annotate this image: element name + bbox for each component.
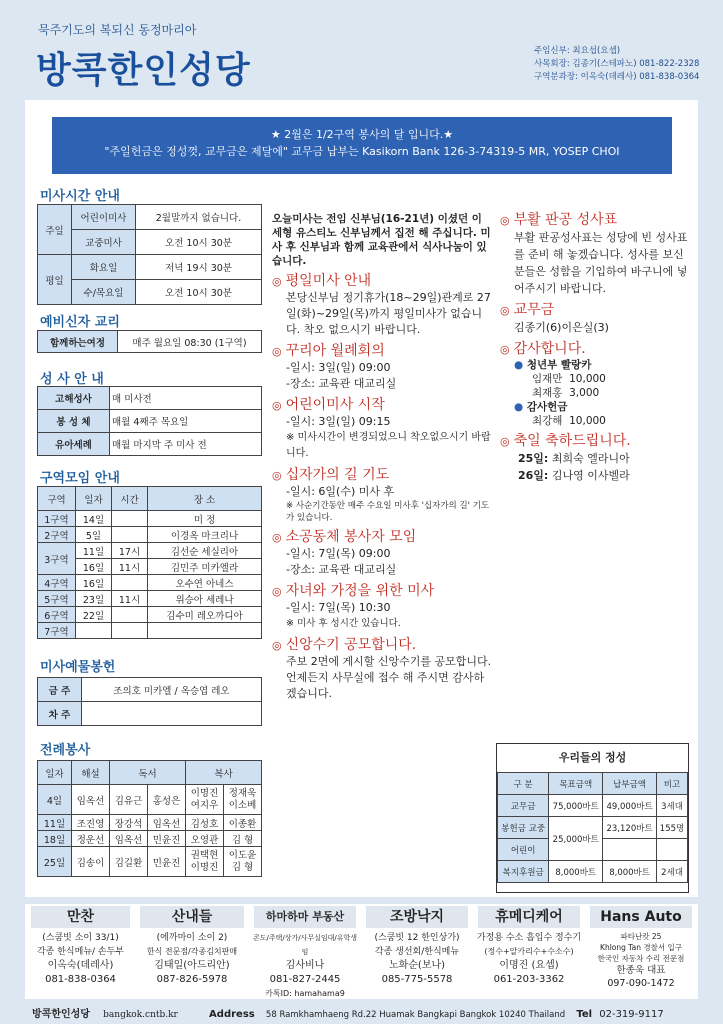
district-header: 일자: [76, 487, 112, 511]
mass-group: 평일: [38, 255, 72, 305]
district-cell: [148, 623, 262, 639]
birthday-name: 김나영 이사벨라: [551, 469, 630, 482]
ad-name: 휴메디케어: [478, 906, 580, 928]
liturgy-cell: 민윤진: [148, 831, 186, 847]
sacrament-name: 봉 성 체: [38, 410, 110, 433]
notice-item: [272, 343, 492, 392]
district-cell: [112, 575, 148, 591]
district-cell: 미 정: [148, 511, 262, 527]
offering-cell: 25,000바트: [549, 817, 603, 861]
ad-line: (정수+알카리수+수소수): [484, 947, 574, 956]
notice-title: 꾸리아 월례회의: [285, 343, 385, 359]
liturgy-cell: 김길환: [110, 847, 148, 877]
sacrament-value: 매월 4째주 목요일: [110, 410, 262, 433]
catechism-title: 예비신자 교리: [40, 315, 120, 330]
district-cell: 김수미 레오까디아: [148, 607, 262, 623]
notice-title: 십자가의 길 기도: [285, 467, 390, 483]
liturgy-cell: 민윤진: [148, 847, 186, 877]
catechism-table: [37, 330, 262, 353]
ad-line: 노화순(보나): [388, 960, 446, 971]
notice-line: -일시: 3일(일) 09:15: [286, 415, 391, 428]
notice-heading: [500, 212, 695, 229]
liturgy-cell: 이도윤 김 형: [224, 847, 262, 877]
notice-line: 주보 2면에 게시할 신앙수기를 공모합니다. 언제든지 사무실에 접수 해 주시면 감사하겠습니다.: [286, 655, 492, 700]
footer-address-label: Address: [209, 1009, 255, 1020]
notice-heading: [272, 343, 492, 360]
liturgy-cell: 정재욱 이소베: [224, 785, 262, 815]
staff-line: 사목회장: 김종기(스테파노) 081-822-2328: [534, 59, 700, 69]
offering-cell: 23,120바트: [603, 817, 657, 839]
notice-title: 어린이미사 시작: [285, 397, 385, 413]
parish-title: 방콕한인성당: [36, 50, 251, 91]
liturgy-cell: 김유근: [110, 785, 148, 815]
liturgy-header: 일자: [38, 761, 72, 785]
liturgy-cell: 25일: [38, 847, 72, 877]
notice-line: -일시: 7일(목) 10:30: [286, 601, 391, 614]
notice-heading: [272, 273, 492, 290]
banner-line: "주일헌금은 정성껏, 교무금은 제달에" 교무금 납부는 Kasikorn Bank 126-3-74319-5 MR, YOSEP CHOI: [104, 145, 620, 158]
ad-line: 콘도/주택/상가/사무실임대/유학생임: [252, 934, 358, 956]
offering-title: 우리들의 정성: [558, 751, 627, 764]
notice-line: -일시: 7일(목) 09:00: [286, 547, 391, 560]
district-header: 장 소: [148, 487, 262, 511]
liturgy-cell: 장강석: [110, 815, 148, 831]
district-cell: [112, 607, 148, 623]
motto: 묵주기도의 복되신 동정마리아: [38, 23, 197, 37]
mass-time: 2월말까지 없습니다.: [136, 205, 262, 230]
ad-line: 081-838-0364: [45, 974, 116, 985]
offering-header: 구 분: [498, 773, 549, 795]
notice-title: 자녀와 가정을 위한 미사: [285, 583, 435, 599]
birthday-line: [500, 450, 695, 467]
ad-line: 김사비나: [285, 960, 325, 971]
notice-heading: [272, 529, 492, 546]
ad-line: 이옥숙(데레사): [47, 960, 114, 971]
staff-list: [534, 45, 699, 84]
thanks-group: [514, 400, 695, 414]
bullet-icon: ◎: [500, 343, 510, 356]
district-cell: [76, 623, 112, 639]
offering-cell: 8,000바트: [603, 861, 657, 883]
district-cell: 23일: [76, 591, 112, 607]
footer-parish: 방콕한인성당: [32, 1009, 90, 1020]
gifts-value: [82, 702, 262, 726]
gifts-name: 차 주: [38, 702, 82, 726]
district-cell: 2구역: [38, 527, 76, 543]
notice-heading: [272, 637, 492, 654]
sacrament-title: 성 사 안 내: [40, 372, 104, 387]
bullet-icon: ◎: [272, 585, 282, 598]
liturgy-header: 독서: [110, 761, 186, 785]
offering-cell: [657, 839, 688, 861]
notice-heading: [500, 341, 695, 358]
notice-item: [272, 637, 492, 702]
mass-group: 주일: [38, 205, 72, 255]
footer-bar: [0, 1006, 723, 1024]
ad-hamahama: [250, 904, 360, 1000]
sacrament-value: 매 미사전: [110, 387, 262, 410]
district-cell: 11시: [112, 559, 148, 575]
thanks-amount: 10,000: [569, 373, 606, 385]
offering-table: [497, 772, 688, 883]
ad-hans-auto: [586, 904, 696, 1000]
bullet-icon: ◎: [500, 435, 510, 448]
thanks-amount: 3,000: [569, 387, 600, 399]
district-cell: 5일: [76, 527, 112, 543]
notice-line: 김종기(6)이은실(3): [514, 321, 609, 334]
thanks-name: 최재홍: [532, 387, 563, 399]
liturgy-cell: 4일: [38, 785, 72, 815]
notice-heading: [272, 583, 492, 600]
ad-humedicare: [474, 904, 584, 1000]
sacrament-name: 유아세례: [38, 433, 110, 456]
district-title: 구역모임 안내: [40, 471, 120, 486]
district-cell: 5구역: [38, 591, 76, 607]
notice-title: 신앙수기 공모합니다.: [285, 637, 417, 653]
liturgy-cell: 이종환: [224, 815, 262, 831]
bullet-icon: ◎: [272, 531, 282, 544]
thanks-group: [514, 358, 695, 372]
thanks-group-label: 청년부 빨랑카: [526, 359, 592, 371]
offering-cell: 155명: [657, 817, 688, 839]
liturgy-cell: 김성호: [186, 815, 224, 831]
liturgy-title: 전례봉사: [40, 743, 91, 758]
mass-time: 오전 10시 30분: [136, 280, 262, 305]
liturgy-cell: 김 형: [224, 831, 262, 847]
liturgy-cell: 김송이: [72, 847, 110, 877]
notice-title: 부활 판공 성사표: [513, 212, 618, 228]
liturgy-cell: 임옥선: [110, 831, 148, 847]
offering-header: 비고: [657, 773, 688, 795]
ad-line: 097-090-1472: [607, 978, 675, 989]
staff-line: 구역분과장: 이옥숙(데레사) 081-838-0364: [534, 72, 700, 82]
district-cell: 6구역: [38, 607, 76, 623]
liturgy-header: 복사: [186, 761, 262, 785]
dot-icon: ●: [514, 359, 524, 371]
ad-line: 가정용 수소 흡입수 정수기: [476, 933, 582, 943]
notice-line: -장소: 교육관 대교리실: [286, 377, 397, 390]
staff-line: 주임신부: 최요섭(요셉): [534, 46, 621, 56]
mass-time: 오전 10시 30분: [136, 230, 262, 255]
ad-line: 한국인 자동차 수리 전문점: [597, 954, 685, 963]
mass-name: 교중미사: [72, 230, 136, 255]
ad-name: 하마하마 부동산: [254, 906, 356, 928]
notice-line: ※ 미사시간이 변경되었으니 착오없으시기 바랍니다.: [286, 432, 491, 459]
notice-line: -장소: 교육관 대교리실: [286, 563, 397, 576]
ad-name: 만찬: [31, 906, 130, 928]
bullet-icon: ◎: [500, 214, 510, 227]
ad-manchan: [27, 904, 134, 1000]
ad-line: 081-827-2445: [269, 974, 341, 985]
ad-line: (에까마이 소이 2): [156, 933, 228, 943]
sacrament-value: 매월 마지막 주 미사 전: [110, 433, 262, 456]
district-cell: 11시: [112, 591, 148, 607]
liturgy-cell: 18일: [38, 831, 72, 847]
ad-line: 061-203-3362: [493, 974, 565, 985]
ad-name: 산내들: [140, 906, 244, 928]
offering-header: 목표금액: [549, 773, 603, 795]
catechism-label: 함께하는여정: [38, 331, 118, 353]
notice-intro: 오늘미사는 전임 신부님(16-21년) 이셨던 이세형 유스티노 신부님께서 집전 해 주십니다. 미사 후 신부님과 함께 교육관에서 식사나눔이 있습니다.: [272, 213, 491, 267]
mass-name: 수/목요일: [72, 280, 136, 305]
ad-line: 087-826-5978: [156, 974, 228, 985]
footer-tel-label: Tel: [576, 1009, 593, 1020]
ad-line: 김태일(아드리안): [154, 960, 230, 971]
ad-line: 이명진 (요셉): [499, 960, 559, 971]
district-table: [37, 486, 262, 639]
liturgy-cell: 오영관: [186, 831, 224, 847]
district-cell: 16일: [76, 559, 112, 575]
birthday-day: 25일:: [518, 452, 549, 465]
offering-cell: 2세대: [657, 861, 688, 883]
sacrament-table: [37, 386, 262, 456]
notice-title: 축일 축하드립니다.: [513, 433, 631, 449]
district-cell: 11일: [76, 543, 112, 559]
offering-cell: 복지후원금: [498, 861, 549, 883]
offering-cell: [498, 817, 549, 839]
bullet-icon: ◎: [272, 345, 282, 358]
notice-item: [272, 583, 492, 632]
notice-line: 부활 판공성사표는 성당에 빈 성사표를 준비 해 놓겠습니다. 성사를 보신 분들은 성함을 기입하여 바구니에 넣어주시기 바랍니다.: [514, 231, 688, 295]
notice-item: [272, 467, 492, 524]
notice-item: [500, 341, 695, 428]
ad-name: 조방낙지: [366, 906, 468, 928]
bullet-icon: ◎: [272, 639, 282, 652]
gifts-table: [37, 677, 262, 726]
liturgy-cell: 권택현 이명진: [186, 847, 224, 877]
catechism-value: 매주 월요일 08:30 (1구역): [118, 331, 262, 353]
offering-cell: [603, 839, 657, 861]
ad-line: Khlong Tan 경찰서 입구: [600, 943, 682, 952]
offering-cell: 3세대: [657, 795, 688, 817]
offering-cell: 어린이: [498, 839, 549, 861]
mass-name: 화요일: [72, 255, 136, 280]
bullet-icon: ◎: [272, 275, 282, 288]
header: [0, 0, 723, 100]
ad-line: 파타난캇 25: [620, 932, 662, 941]
gifts-title: 미사예물봉헌: [40, 660, 116, 675]
thanks-entry: [514, 414, 695, 428]
sacrament-name: 고해성사: [38, 387, 110, 410]
mass-time: 저녁 19시 30분: [136, 255, 262, 280]
liturgy-cell: 임옥선: [72, 785, 110, 815]
right-column: [500, 212, 695, 484]
offering-sub-label: 교중: [528, 823, 546, 834]
birthday-day: 26일:: [518, 469, 549, 482]
district-cell: [112, 623, 148, 639]
notice-line: 본당신부님 정기휴가(18~29일)관계로 27일(화)~29일(목)까지 평일미사가 없습니다. 착오 없으시기 바랍니다.: [286, 291, 491, 336]
notice-heading: [500, 302, 695, 319]
district-cell: 7구역: [38, 623, 76, 639]
banner-line: ★ 2월은 1/2구역 봉사의 달 입니다.★: [270, 128, 454, 141]
district-cell: 이경옥 마크리나: [148, 527, 262, 543]
offering-cell: 교무금: [498, 795, 549, 817]
notice-title: 소공동체 봉사자 모임: [285, 529, 417, 545]
ad-line: (스쿰빗 소이 33/1): [42, 933, 119, 943]
gifts-value: 조의호 미카엘 / 옥승엽 레오: [82, 678, 262, 702]
district-cell: 김민주 미카엘라: [148, 559, 262, 575]
offering-cell: 49,000바트: [603, 795, 657, 817]
thanks-list: [500, 358, 695, 428]
liturgy-cell: 11일: [38, 815, 72, 831]
offering-cell: 75,000바트: [549, 795, 603, 817]
announcement-banner: [52, 117, 672, 174]
district-header: 시간: [112, 487, 148, 511]
birthday-name: 최희숙 엘라니아: [551, 452, 630, 465]
district-cell: 오수연 아네스: [148, 575, 262, 591]
liturgy-cell: 임옥선: [148, 815, 186, 831]
birthday-line: [500, 467, 695, 484]
notice-line: ※ 사순기간동안 매주 수요일 미사후 '십자가의 길' 기도가 있습니다.: [286, 501, 490, 523]
notice-title: 평일미사 안내: [285, 273, 372, 289]
ad-sannaedeul: [136, 904, 248, 1000]
liturgy-cell: 홍성은: [148, 785, 186, 815]
ad-line: (스쿰빗 12 한인상가): [374, 933, 460, 943]
notice-item: [272, 529, 492, 578]
ad-name: Hans Auto: [590, 906, 692, 928]
district-cell: 3구역: [38, 543, 76, 575]
thanks-amount: 10,000: [569, 415, 606, 427]
bullet-icon: ◎: [272, 469, 282, 482]
thanks-group-label: 감사헌금: [526, 401, 568, 413]
dot-icon: ●: [514, 401, 524, 413]
thanks-entry: [514, 372, 695, 386]
liturgy-header: 해설: [72, 761, 110, 785]
mass-table: [37, 204, 262, 305]
district-cell: [112, 527, 148, 543]
notice-title: 교무금: [513, 302, 555, 318]
ad-jobang: [362, 904, 472, 1000]
bullet-icon: ◎: [272, 399, 282, 412]
district-cell: 김선순 세실리아: [148, 543, 262, 559]
notice-item: [272, 397, 492, 462]
thanks-name: 최강해: [532, 415, 563, 427]
notice-item: [272, 273, 492, 338]
liturgy-cell: 정운선: [72, 831, 110, 847]
district-cell: [112, 511, 148, 527]
notice-heading: [500, 433, 695, 450]
liturgy-cell: 조진영: [72, 815, 110, 831]
notice-line: -일시: 6일(수) 미사 후: [286, 485, 395, 498]
district-header: 구역: [38, 487, 76, 511]
notice-title: 감사합니다.: [513, 341, 586, 357]
footer-url[interactable]: bangkok.cntb.kr: [103, 1010, 178, 1020]
ad-line: 각종 한식메뉴/ 손두부: [36, 947, 124, 957]
mass-name: 어린이미사: [72, 205, 136, 230]
footer-address: 58 Ramkhamhaeng Rd.22 Huamak Bangkapi Bangkok 10240 Thailand: [265, 1010, 566, 1020]
bullet-icon: ◎: [500, 304, 510, 317]
mass-title: 미사시간 안내: [40, 189, 120, 204]
ad-line: 한종욱 대표: [616, 965, 666, 976]
liturgy-table: [37, 760, 262, 877]
district-cell: 위승아 세레나: [148, 591, 262, 607]
district-cell: 14일: [76, 511, 112, 527]
notice-heading: [272, 467, 492, 484]
offering-cell: 8,000바트: [549, 861, 603, 883]
liturgy-cell: 이명진 여지우: [186, 785, 224, 815]
notice-item: [500, 212, 695, 297]
ad-line: 각종 생선회/한식메뉴: [374, 947, 460, 957]
footer-tel: 02-319-9117: [599, 1009, 664, 1020]
thanks-entry: [514, 386, 695, 400]
notice-line: ※ 미사 후 성시간 있습니다.: [286, 618, 401, 629]
ad-line: 한식 전문점/각종김치판매: [146, 947, 238, 956]
notice-item: [500, 302, 695, 336]
thanks-name: 임재만: [532, 373, 563, 385]
ad-line: 카톡ID: hamahama9: [265, 989, 345, 998]
district-cell: 17시: [112, 543, 148, 559]
notice-item: [500, 433, 695, 484]
gifts-name: 금 주: [38, 678, 82, 702]
district-cell: 1구역: [38, 511, 76, 527]
ad-line: 085-775-5578: [381, 974, 453, 985]
offering-header: 납부금액: [603, 773, 657, 795]
notice-line: -일시: 3일(일) 09:00: [286, 361, 391, 374]
notice-heading: [272, 397, 492, 414]
district-cell: 4구역: [38, 575, 76, 591]
district-cell: 22일: [76, 607, 112, 623]
offering-side-label: 봉헌금: [501, 823, 526, 834]
notices-column: [272, 212, 492, 702]
offering-box: [496, 743, 689, 893]
district-cell: 16일: [76, 575, 112, 591]
